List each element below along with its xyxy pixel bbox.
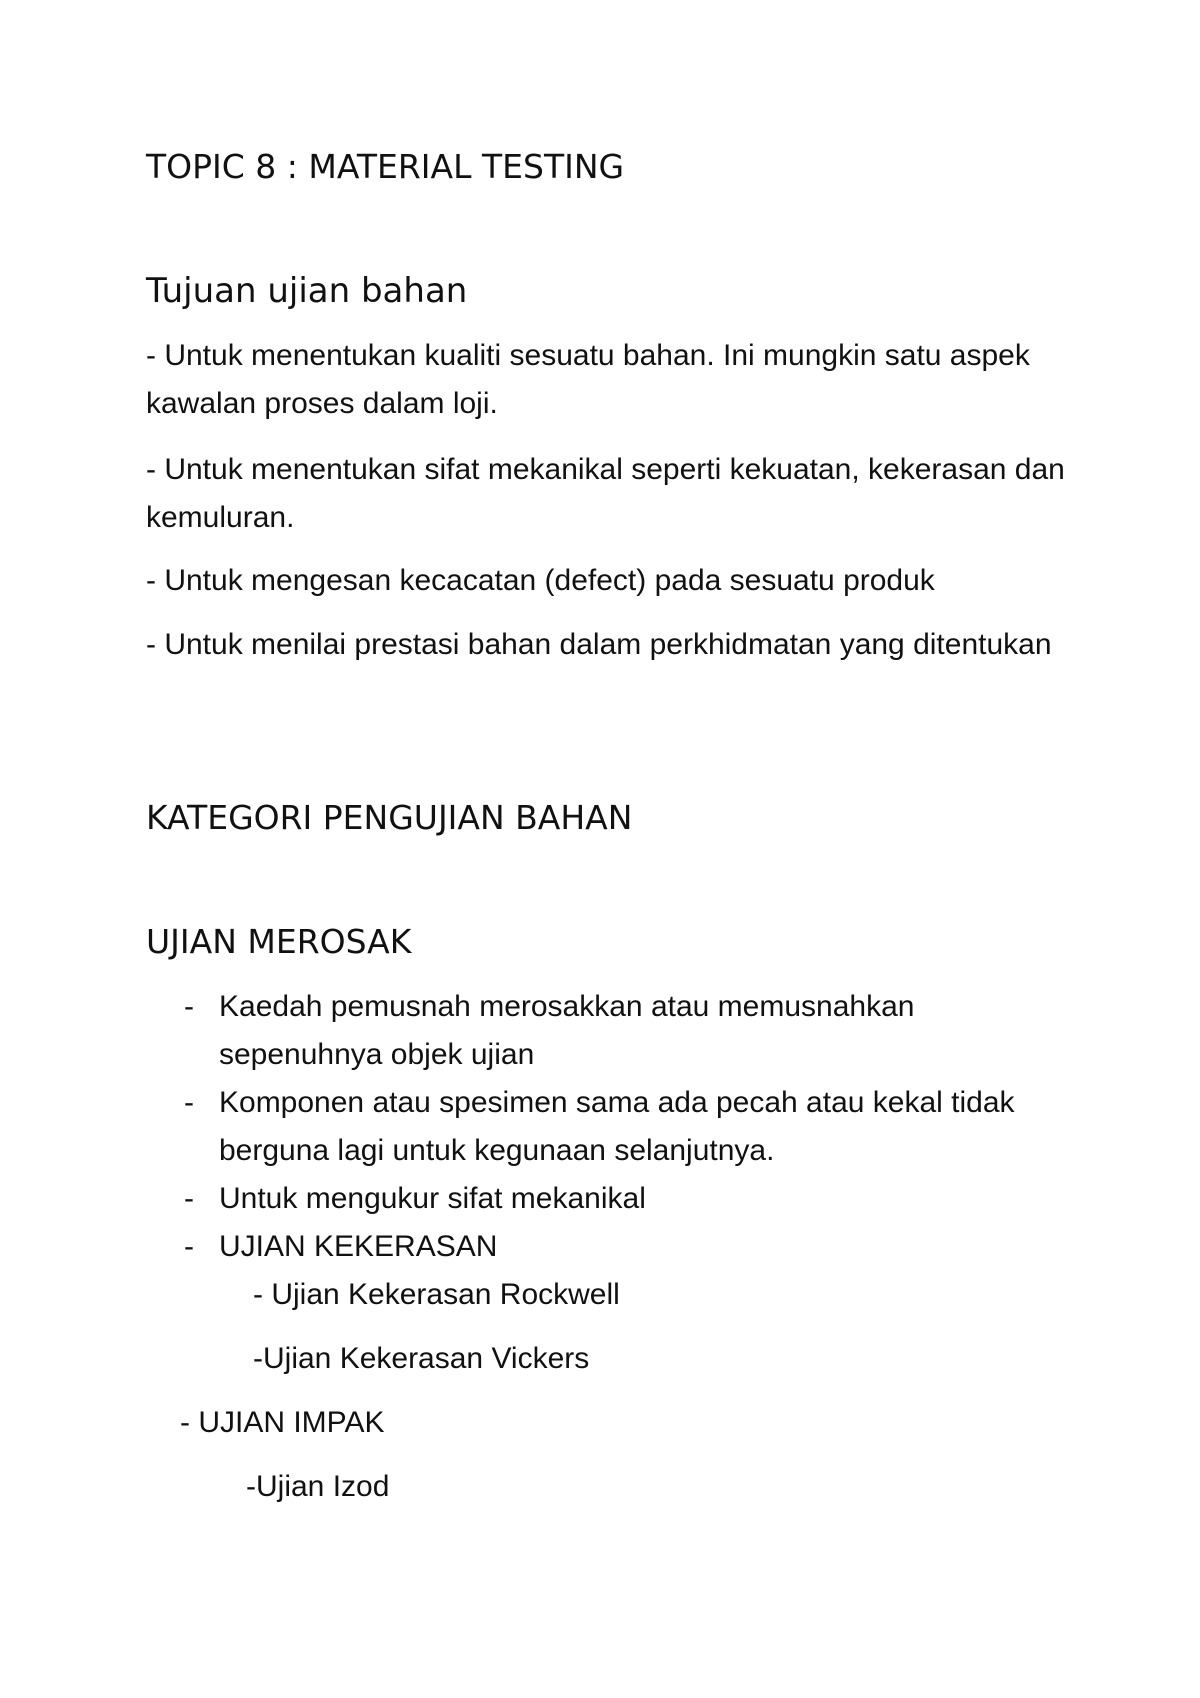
destructive-test-heading: UJIAN MEROSAK <box>146 922 412 961</box>
list-item-text: Komponen atau spesimen sama ada pecah atau kekal tidak berguna lagi untuk kegunaan selanjutnya. <box>219 1086 1015 1167</box>
purpose-paragraph-3: - Untuk mengesan kecacatan (defect) pada sesuatu produk <box>146 564 935 597</box>
hardness-sub-item-rockwell: - Ujian Kekerasan Rockwell <box>253 1278 620 1311</box>
list-item-text: UJIAN KEKERASAN <box>219 1230 498 1263</box>
list-item-text: Untuk mengukur sifat mekanikal <box>219 1182 646 1215</box>
purpose-heading: Tujuan ujian bahan <box>146 271 468 311</box>
purpose-paragraph-4: - Untuk menilai prestasi bahan dalam perkhidmatan yang ditentukan <box>146 628 1052 661</box>
category-heading: KATEGORI PENGUJIAN BAHAN <box>146 798 633 837</box>
list-bullet: - <box>184 1086 194 1119</box>
destructive-test-list <box>146 983 1066 1271</box>
list-item <box>146 983 1066 1079</box>
list-bullet: - <box>184 990 194 1023</box>
impact-sub-item-izod: -Ujian Izod <box>246 1470 390 1503</box>
hardness-sub-item-vickers: -Ujian Kekerasan Vickers <box>253 1342 590 1375</box>
purpose-paragraph-1: - Untuk menentukan kualiti sesuatu bahan. Ini mungkin satu aspek kawalan proses dalam loji. <box>146 339 1030 420</box>
list-item-text: Kaedah pemusnah merosakkan atau memusnahkan sepenuhnya objek ujian <box>219 990 915 1071</box>
impact-test-heading: - UJIAN IMPAK <box>180 1406 385 1439</box>
list-item <box>146 1079 1066 1175</box>
list-bullet: - <box>184 1182 194 1215</box>
list-item <box>146 1223 1066 1271</box>
list-bullet: - <box>184 1230 194 1263</box>
document-title: TOPIC 8 : MATERIAL TESTING <box>146 147 625 186</box>
purpose-paragraph-2: - Untuk menentukan sifat mekanikal seperti kekuatan, kekerasan dan kemuluran. <box>146 453 1065 534</box>
list-item <box>146 1175 1066 1223</box>
